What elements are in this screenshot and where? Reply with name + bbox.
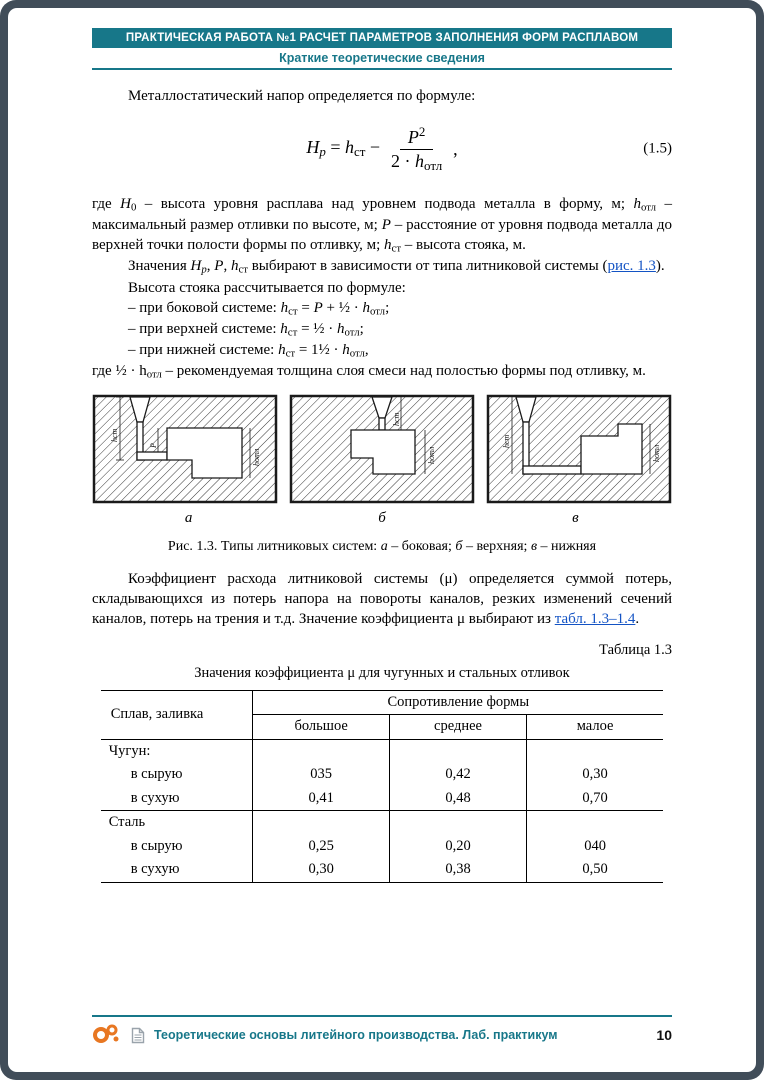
list-item-side-system: – при боковой системе: $h_{ст} = P$ + ½ · $h_{отл}$;: [128, 299, 390, 318]
figure-letter-row: [92, 510, 672, 527]
table-row: в сырую 035 0,42 0,30: [101, 763, 664, 787]
text-link[interactable]: рис. 1.3: [607, 258, 656, 275]
table-title: Значения коэффициента μ для чугунных и стальных отливок: [194, 664, 570, 681]
page-content: [92, 8, 672, 1072]
dim-label-hst: hст: [392, 412, 401, 427]
table-row: Чугун:: [101, 739, 664, 763]
list-item-top-system: – при верхней системе: $h_{ст}$ = ½ · $h_{отл}$;: [128, 320, 364, 339]
table-header-alloy: Сплав, заливка: [101, 690, 253, 739]
mold-block: [488, 396, 670, 502]
paragraph-intro: Металлостатический напор определяется по формуле:: [128, 88, 476, 104]
paragraph-where: где $H_0$ – высота уровня расплава над уровнем подвода металла в форму, м; $h_{отл}$ – максимальный размер отливки по высоте, м; P – расстояние от уровня подвода металла до верхней точки полости формы по отливку, м; $h_{ст}$ – высота стояка, м.: [92, 196, 672, 256]
footer-title: Теоретические основы литейного производства. Лаб. практикум: [154, 1028, 558, 1042]
list-item-bottom-system: – при нижней системе: $h_{ст}$ = 1½ · $h_{отл}$,: [128, 341, 369, 360]
text-link[interactable]: табл. 1.3–1.4: [554, 611, 636, 628]
formula-numerator: $P^2$: [400, 124, 433, 150]
table-label: Таблица 1.3: [599, 641, 672, 658]
table-1-3: [101, 690, 664, 884]
table-subheader-small: малое: [526, 715, 663, 740]
document-icon: [131, 1027, 145, 1044]
paragraph-values: Значения Hp, P, $h_{ст}$ выбирают в зависимости от типа литниковой системы (рис. 1.3).: [128, 258, 665, 277]
paragraph-note: где ½ · $h_{отл}$ – рекомендуемая толщина слоя смеси над полостью формы под отливку, м.: [92, 363, 646, 381]
dim-label-hst: hст: [110, 428, 119, 443]
page-footer: [92, 1015, 672, 1046]
header-title: ПРАКТИЧЕСКАЯ РАБОТА №1 РАСЧЕТ ПАРАМЕТРОВ ЗАПОЛНЕНИЯ ФОРМ РАСПЛАВОМ: [125, 32, 639, 44]
equation-number: (1.5): [643, 140, 672, 157]
table-row: Сталь: [101, 811, 664, 835]
document-page: [8, 8, 756, 1072]
formula-1-5: [306, 124, 457, 174]
dim-label-hst: hст: [502, 434, 511, 449]
figure-label-a: а: [184, 510, 193, 527]
formula-block: [92, 120, 672, 178]
figure-caption: Рис. 1.3. Типы литниковых систем: а – боковая; б – верхняя; в – нижняя: [167, 539, 597, 555]
figure-label-b: б: [378, 510, 386, 527]
diagram-bottom-gating: [486, 394, 672, 506]
table-subheader-medium: среднее: [390, 715, 527, 740]
runner: [137, 452, 167, 460]
formula-lhs: $Hp = h_{ст}$ −: [306, 137, 381, 160]
header-subtitle: Краткие теоретические сведения: [279, 51, 485, 65]
formula-fraction: [383, 124, 450, 174]
header-bar: [92, 28, 672, 48]
dim-label-hotl: hотл: [427, 447, 436, 465]
dim-label-hotl: hотл: [652, 445, 661, 463]
table-row: в сухую 0,41 0,48 0,70: [101, 787, 664, 811]
runner: [523, 466, 581, 474]
dim-label-hotl: hотл: [252, 449, 261, 467]
dim-label-p: P: [149, 443, 158, 449]
paragraph-mu: Коэффициент расхода литниковой системы (μ) определяется суммой потерь, складывающихся из потерь напора на повороты каналов, резких изменений сечений каналов, потерь на трения и т.д. Значение коэффициента μ выбирают из табл. 1.3–1.4.: [92, 571, 672, 628]
paragraph-height: Высота стояка рассчитывается по формуле:: [128, 279, 406, 296]
table-subheader-large: большое: [253, 715, 390, 740]
sprue: [379, 418, 385, 430]
table-row: в сухую 0,30 0,38 0,50: [101, 858, 664, 882]
table-header-resistance: Сопротивление формы: [253, 690, 664, 715]
formula-denominator: $2 \cdot h_{отл}$: [391, 151, 443, 174]
diagram-top-gating: [289, 394, 475, 506]
figure-label-v: в: [572, 510, 579, 527]
formula-tail: ,: [453, 138, 458, 159]
figure-diagrams: [92, 394, 672, 506]
publisher-logo: [92, 1024, 122, 1046]
header-rule: [92, 68, 672, 70]
page-number: 10: [656, 1027, 672, 1043]
diagram-side-gating: [92, 394, 278, 506]
table-row: в сырую 0,25 0,20 040: [101, 835, 664, 859]
figure-1-3: [92, 394, 672, 569]
